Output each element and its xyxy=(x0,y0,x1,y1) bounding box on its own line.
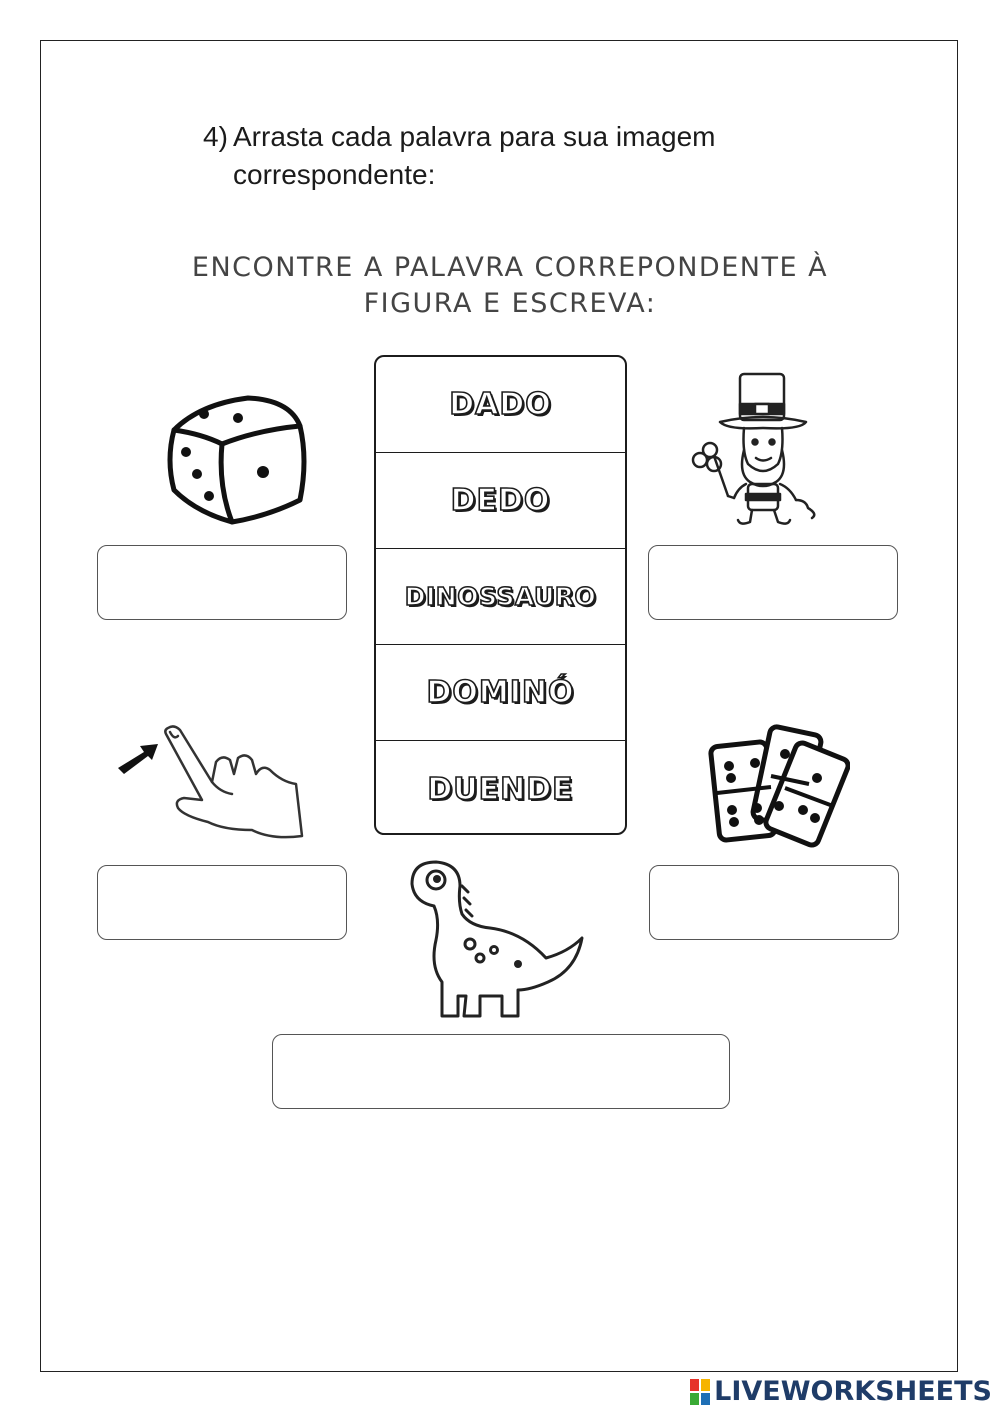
word-label: DINOSSAURO xyxy=(404,582,597,611)
answer-box-finger[interactable] xyxy=(97,865,347,940)
word-label: DADO xyxy=(449,387,552,422)
word-card-dado[interactable] xyxy=(376,357,625,453)
word-card-dinossauro[interactable] xyxy=(376,549,625,645)
brand-name: LIVEWORKSHEETS xyxy=(714,1376,992,1407)
word-label: DEDO xyxy=(450,483,551,518)
dominoes-icon xyxy=(705,718,850,858)
dice-icon xyxy=(160,390,315,530)
word-card-domino[interactable] xyxy=(376,645,625,741)
answer-box-dominoes[interactable] xyxy=(649,865,899,940)
dinosaur-icon xyxy=(400,858,590,1023)
liveworksheets-brand xyxy=(690,1376,992,1407)
word-card-duende[interactable] xyxy=(376,741,625,835)
answer-box-dice[interactable] xyxy=(97,545,347,620)
liveworksheets-logo-icon xyxy=(690,1379,710,1405)
answer-box-leprechaun[interactable] xyxy=(648,545,898,620)
leprechaun-icon xyxy=(688,368,833,536)
word-card-dedo[interactable] xyxy=(376,453,625,549)
heading-line-2: FIGURA E ESCREVA: xyxy=(363,288,657,319)
heading-line-1: ENCONTRE A PALAVRA CORREPONDENTE À xyxy=(191,252,829,283)
pointing-finger-icon xyxy=(112,718,307,848)
word-bank xyxy=(374,355,627,835)
instruction-text: Arrasta cada palavra para sua imagem correspondente: xyxy=(233,121,716,190)
word-label: DUENDE xyxy=(427,771,574,807)
answer-box-dinosaur[interactable] xyxy=(272,1034,730,1109)
instruction xyxy=(203,118,843,194)
word-label: DOMINÓ xyxy=(426,675,575,710)
instruction-number: 4) xyxy=(203,121,228,152)
worksheet-heading xyxy=(150,250,870,322)
